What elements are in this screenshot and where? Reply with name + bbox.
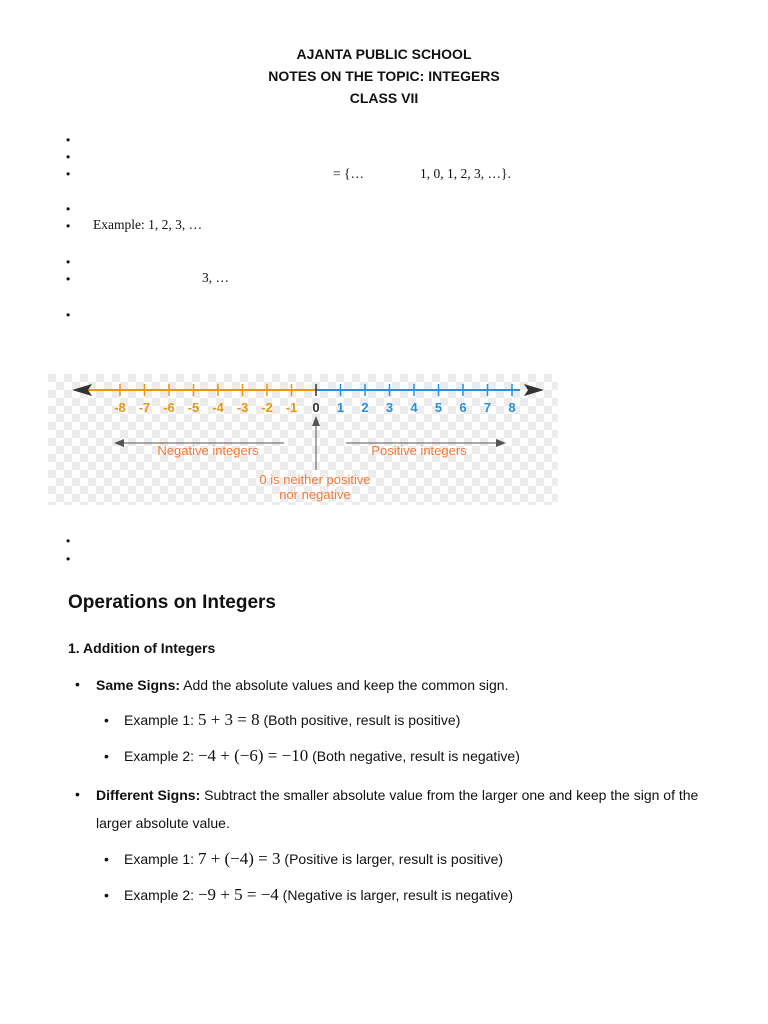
zero-note-line2: nor negative (279, 487, 351, 502)
different-signs-example-2 (124, 885, 513, 905)
example-note: (Positive is larger, result is positive) (280, 851, 504, 867)
operations-heading: Operations on Integers (68, 592, 276, 613)
tick-label-negative: -6 (163, 400, 175, 415)
tick-label-positive: 7 (483, 400, 492, 415)
bullet-dot: • (66, 133, 71, 147)
bullet-dot: • (66, 255, 71, 269)
math-expression: 7 + (−4) = 3 (197, 849, 281, 868)
tick-label-negative: -1 (285, 400, 298, 415)
bullet-dot: • (104, 887, 109, 903)
math-expression: −9 + 5 = −4 (197, 885, 279, 904)
positive-integers-label: Positive integers (371, 443, 467, 458)
same-signs-example-2 (124, 746, 520, 766)
example-prefix: Example 2: (124, 748, 198, 764)
tick-label-positive: 1 (336, 400, 345, 415)
bullet-dot: • (104, 712, 109, 728)
topic-title: NOTES ON THE TOPIC: INTEGERS (268, 68, 500, 84)
tick-label-positive: 4 (410, 400, 418, 415)
example-note: (Negative is larger, result is negative) (278, 887, 514, 903)
bullet-dot: • (66, 167, 71, 181)
bullet-dot: • (66, 150, 71, 164)
bullet-dot: • (104, 748, 109, 764)
math-expression: 5 + 3 = 8 (197, 710, 260, 729)
tick-label-negative: -2 (261, 400, 273, 415)
different-signs-label: Different Signs: (96, 787, 201, 803)
tick-label-positive: 5 (434, 400, 443, 415)
example-prefix: Example 1: (124, 851, 198, 867)
bullet-dot: • (66, 534, 71, 548)
tick-label-negative: -7 (138, 400, 151, 415)
example-text: Example: 1, 2, 3, … (93, 217, 203, 232)
tick-label-zero: 0 (312, 400, 320, 415)
bullet-dot: • (66, 272, 71, 286)
example-prefix: Example 2: (124, 887, 198, 903)
bullet-dot: • (66, 202, 71, 216)
number-line-figure (48, 374, 558, 505)
zero-note-line1: 0 is neither positive (259, 472, 371, 487)
example-note: (Both negative, result is negative) (308, 748, 520, 764)
same-signs-label: Same Signs: (96, 677, 181, 693)
different-signs-text-2: larger absolute value. (96, 815, 230, 831)
tick-label-negative: -8 (114, 400, 126, 415)
tick-label-positive: 8 (508, 400, 516, 415)
different-signs-example-1 (124, 849, 503, 869)
different-signs-rule (96, 787, 698, 803)
three-text: 3, … (202, 270, 229, 285)
example-note: (Both positive, result is positive) (259, 712, 461, 728)
tick-label-positive: 6 (459, 400, 467, 415)
bullet-dot: • (104, 851, 109, 867)
bullet-dot: • (66, 308, 71, 322)
same-signs-rule (96, 677, 508, 693)
set-notation-start: = {… (333, 166, 364, 181)
tick-label-positive: 3 (385, 400, 394, 415)
tick-label-negative: -3 (236, 400, 249, 415)
math-expression: −4 + (−6) = −10 (197, 746, 309, 765)
tick-label-negative: -5 (187, 400, 200, 415)
class-label: CLASS VII (349, 90, 419, 106)
bullet-dot: • (75, 786, 80, 802)
school-name: AJANTA PUBLIC SCHOOL (296, 46, 472, 62)
tick-label-negative: -4 (212, 400, 224, 415)
example-prefix: Example 1: (124, 712, 198, 728)
same-signs-text: Add the absolute values and keep the common sign. (180, 677, 509, 693)
tick-label-positive: 2 (361, 400, 369, 415)
addition-heading: 1. Addition of Integers (68, 640, 216, 656)
set-notation-end: 1, 0, 1, 2, 3, …}. (420, 166, 511, 181)
different-signs-text: Subtract the smaller absolute value from the larger one and keep the sign of the (200, 787, 699, 803)
bullet-dot: • (66, 219, 71, 233)
bullet-dot: • (75, 676, 80, 692)
negative-integers-label: Negative integers (157, 443, 259, 458)
bullet-dot: • (66, 552, 71, 566)
same-signs-example-1 (124, 710, 460, 730)
